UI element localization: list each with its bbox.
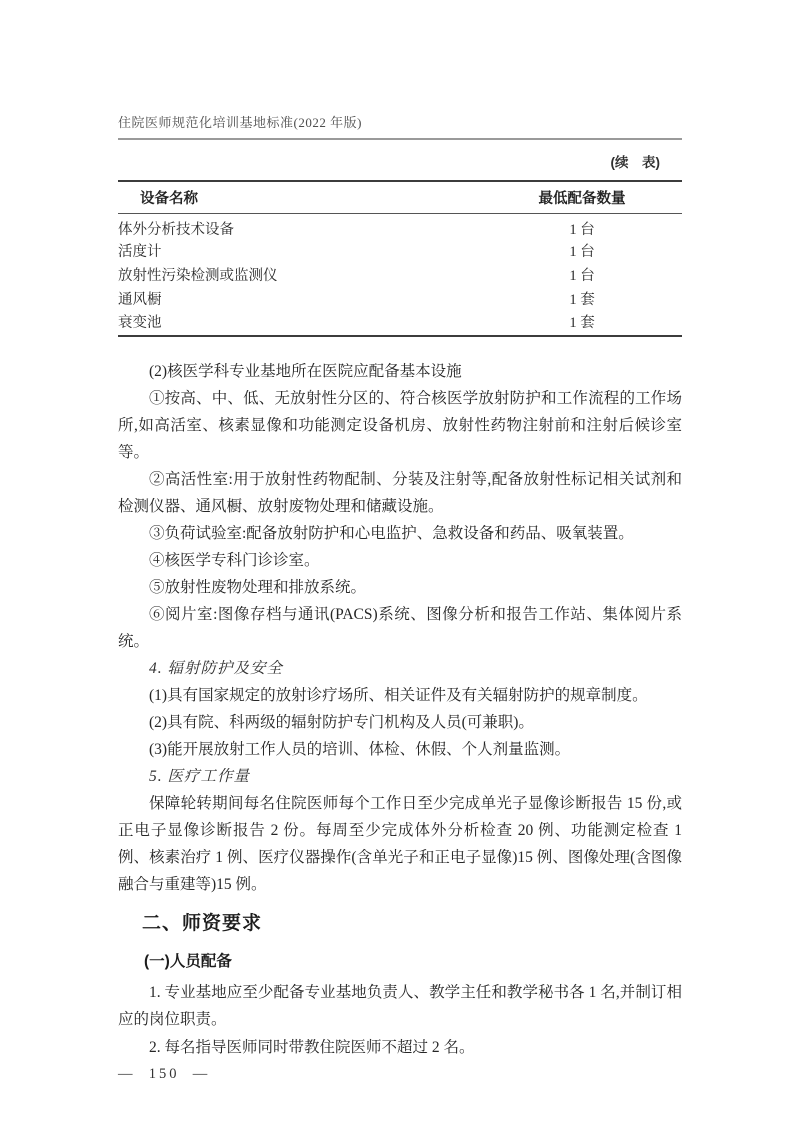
section-heading-faculty-requirements: 二、师资要求 — [142, 912, 263, 934]
device-quantity-cell: 1 台 — [569, 268, 595, 284]
table-continued-note: (续 表) — [610, 155, 660, 170]
column-header-min-quantity: 最低配备数量 — [482, 181, 682, 213]
facility-item-5: ⑤放射性废物处理和排放系统。 — [149, 578, 367, 596]
radiation-item-3: (3)能开展放射工作人员的培训、体检、休假、个人剂量监测。 — [149, 740, 571, 758]
device-quantity-cell: 1 台 — [569, 221, 595, 238]
document-body — [118, 358, 682, 898]
table-row — [118, 263, 682, 287]
workload-heading: 5. 医疗工作量 — [149, 767, 251, 785]
table-row — [118, 287, 682, 311]
facility-item-4: ④核医学专科门诊诊室。 — [149, 551, 320, 569]
device-name-cell: 放射性污染检测或监测仪 — [118, 268, 278, 284]
device-quantity-cell: 1 套 — [569, 292, 595, 308]
device-name-cell: 体外分析技术设备 — [118, 221, 234, 238]
page-number: — 150 — — [118, 1066, 211, 1082]
equipment-table — [118, 180, 682, 337]
device-quantity-cell: 1 套 — [569, 314, 595, 331]
facility-item-1: ①按高、中、低、无放射性分区的、符合核医学放射防护和工作流程的工作场所,如高活室、核素显像和功能测定设备机房、放射性药物注射前和注射后候诊室等。 — [118, 389, 682, 461]
device-quantity-cell: 1 台 — [569, 244, 595, 260]
table-header-row — [118, 181, 682, 213]
radiation-safety-heading: 4. 辐射防护及安全 — [149, 659, 284, 677]
device-name-cell: 活度计 — [118, 244, 162, 260]
running-header: 住院医师规范化培训基地标准(2022 年版) — [118, 112, 682, 140]
device-name-cell: 通风橱 — [118, 292, 162, 308]
staffing-item-1: 1. 专业基地应至少配备专业基地负责人、教学主任和教学秘书各 1 名,并制订相应的岗位职责。 — [118, 983, 682, 1028]
table-row — [118, 239, 682, 263]
staffing-paragraphs — [118, 979, 682, 1062]
facilities-intro: (2)核医学科专业基地所在医院应配备基本设施 — [149, 362, 462, 380]
column-header-device-name: 设备名称 — [118, 181, 482, 213]
facility-item-6: ⑥阅片室:图像存档与通讯(PACS)系统、图像分析和报告工作站、集体阅片系统。 — [118, 605, 682, 650]
table-row — [118, 213, 682, 239]
subsection-heading-staffing: (一)人员配备 — [144, 952, 232, 970]
radiation-item-2: (2)具有院、科两级的辐射防护专门机构及人员(可兼职)。 — [149, 713, 534, 731]
table-row — [118, 311, 682, 336]
facility-item-2: ②高活性室:用于放射性药物配制、分装及注射等,配备放射性标记相关试剂和检测仪器、通风橱、放射废物处理和储藏设施。 — [118, 470, 682, 515]
staffing-item-2: 2. 每名指导医师同时带教住院医师不超过 2 名。 — [149, 1038, 475, 1056]
device-name-cell: 衰变池 — [118, 314, 162, 331]
radiation-item-1: (1)具有国家规定的放射诊疗场所、相关证件及有关辐射防护的规章制度。 — [149, 686, 648, 704]
facility-item-3: ③负荷试验室:配备放射防护和心电监护、急救设备和药品、吸氧装置。 — [149, 524, 634, 542]
workload-text: 保障轮转期间每名住院医师每个工作日至少完成单光子显像诊断报告 15 份,或正电子显像诊断报告 2 份。每周至少完成体外分析检查 20 例、功能测定检查 1 例、核素治疗 1 例、医疗仪器操作(含单光子和正电子显像)15 例、图像处理(含图像融合与重建等)15 例。 — [118, 794, 682, 893]
